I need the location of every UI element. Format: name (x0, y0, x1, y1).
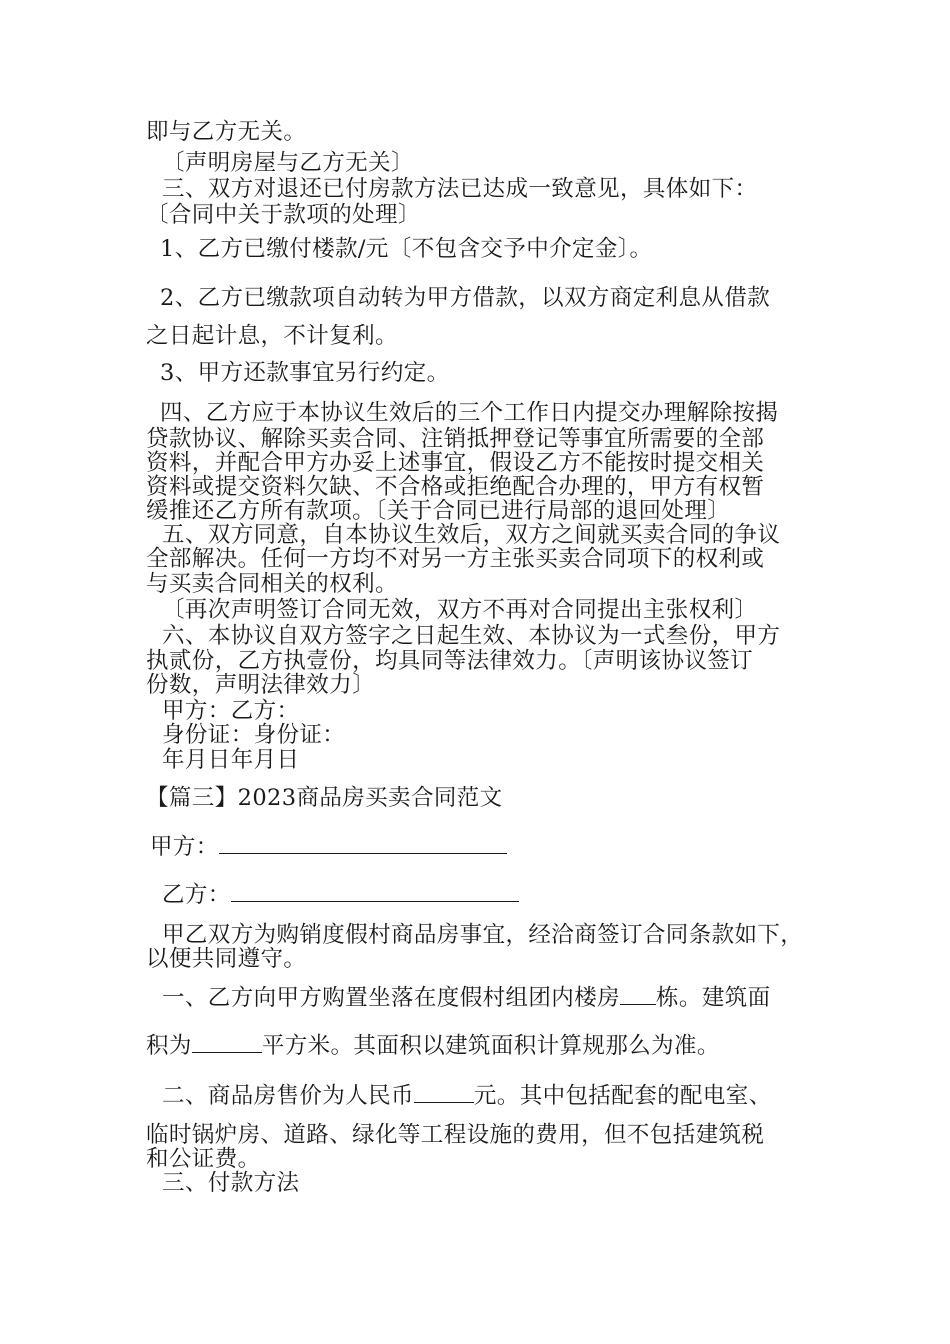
area-blank (192, 1032, 262, 1053)
text-line: 资料，并配合甲方办妥上述事宜，假设乙方不能按时提交相关 (146, 450, 765, 476)
text-line: 之日起计息，不计复利。 (146, 323, 398, 349)
party-a-label: 甲方： (150, 834, 219, 860)
clause-one-line-2 (146, 1032, 720, 1059)
text-line: 3、甲方还款事宜另行约定。 (160, 360, 450, 386)
clause-one-text: 一、乙方向甲方购置坐落在度假村组团内楼房 (162, 985, 621, 1011)
section-title: 【篇三】2023商品房买卖合同范文 (146, 785, 503, 811)
building-blank (620, 984, 656, 1005)
text-line: 临时锅炉房、道路、绿化等工程设施的费用，但不包括建筑税 (146, 1122, 765, 1148)
text-line: 执贰份，乙方执壹份，均具同等法律效力。〔声明该协议签订 (146, 648, 754, 674)
area-label: 积为 (146, 1033, 192, 1059)
party-b-field (162, 881, 519, 908)
section-heading: 六、本协议自双方签字之日起生效、本协议为一式叁份，甲方 (162, 623, 781, 649)
section-heading: 五、双方同意，自本协议生效后，双方之间就买卖合同的争议 (162, 522, 781, 548)
price-text: 元。其中包括配套的配电室、 (473, 1083, 772, 1109)
text-line: 即与乙方无关。 (146, 119, 307, 145)
text-line: 甲乙双方为购销度假村商品房事宜，经洽商签订合同条款如下， (162, 922, 804, 948)
text-line: 全部解决。任何一方均不对另一方主张买卖合同项下的权利或 (146, 546, 765, 572)
signature-id: 身份证：身份证： (162, 722, 346, 748)
note-line: 〔合同中关于款项的处理〕 (146, 202, 421, 228)
price-label: 二、商品房售价为人民币 (162, 1083, 414, 1109)
text-line: 2、乙方已缴款项自动转为甲方借款，以双方商定利息从借款 (160, 285, 771, 311)
clause-one-line (162, 984, 771, 1011)
party-a-blank (219, 833, 507, 854)
section-heading: 三、付款方法 (162, 1170, 300, 1196)
text-line: 资料或提交资料欠缺、不合格或拒绝配合办理的，甲方有权暂 (146, 474, 765, 500)
party-b-blank (231, 881, 519, 902)
text-line: 和公证费。 (146, 1146, 261, 1172)
clause-two-line (162, 1082, 772, 1109)
clause-one-text-b: 栋。建筑面 (656, 985, 771, 1011)
text-line: 贷款协议、解除买卖合同、注销抵押登记等事宜所需要的全部 (146, 426, 765, 452)
signature-date: 年月日年月日 (162, 747, 300, 773)
section-heading: 三、双方对退还已付房款方法已达成一致意见，具体如下： (162, 176, 758, 202)
party-a-field (150, 833, 507, 860)
price-blank (414, 1082, 474, 1103)
section-heading: 四、乙方应于本协议生效后的三个工作日内提交办理解除按揭 (160, 400, 779, 426)
area-text: 平方米。其面积以建筑面积计算规那么为准。 (261, 1033, 720, 1059)
text-line: 与买卖合同相关的权利。 (146, 571, 398, 597)
party-b-label: 乙方： (162, 882, 231, 908)
text-line: 份数，声明法律效力〕 (146, 672, 376, 698)
note-line: 〔再次声明签订合同无效，双方不再对合同提出主张权利〕 (162, 597, 758, 623)
text-line: 缓推还乙方所有款项。〔关于合同已进行局部的退回处理〕 (146, 498, 731, 524)
note-line: 〔声明房屋与乙方无关〕 (162, 150, 414, 176)
text-line: 1、乙方已缴付楼款/元〔不包含交予中介定金〕。 (160, 236, 653, 262)
signature-parties: 甲方：乙方： (162, 698, 300, 724)
text-line: 以便共同遵守。 (146, 946, 307, 972)
